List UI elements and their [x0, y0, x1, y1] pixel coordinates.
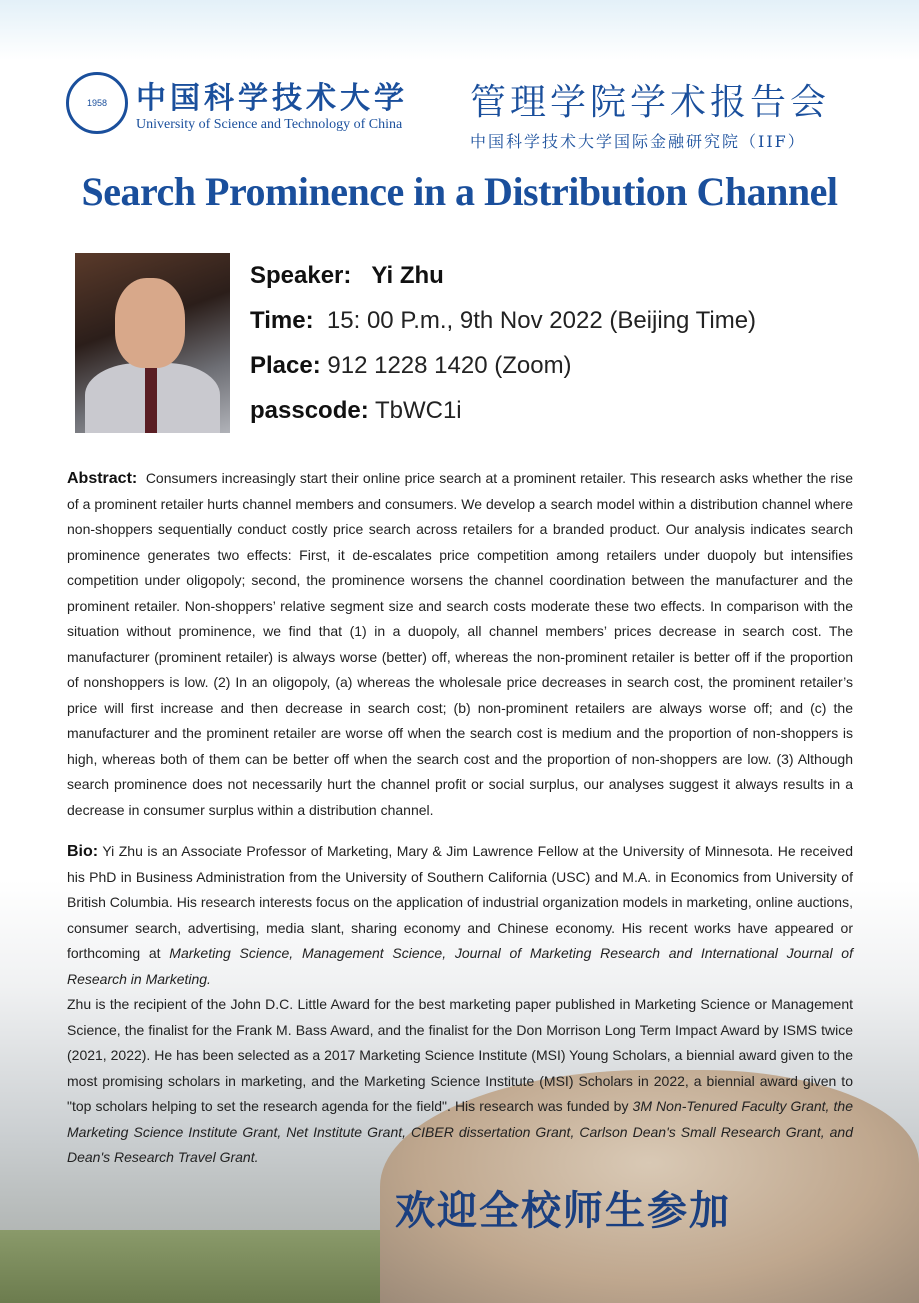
abstract: Abstract: Consumers increasingly start their online price search at a prominent retailer. This research asks whether the rise of a prominent retailer hurts channel members and consumers. We develop a search model within a distribution channel where non-shoppers sequentially conduct costly price search across retailers for a branded product. Our analysis indicates search prominence generates two effects: First, it de-escalates price competition among retailers under duopoly but intensifies competition under oligopoly; second, the prominence worsens the channel coordination between the manufacturer and the prominent retailer. Non-shoppers’ relative segment size and search costs moderate these two effects. In comparison with the situation without prominence, we find that (1) in a duopoly, all channel members’ prices decrease in search cost. The manufacturer (prominent retailer) is always worse (better) off, whereas the non-prominent retailer is better off if the proportion of nonshoppers is low. (2) In an oligopoly, (a) whereas the wholesale price decreases in search cost, the prominent retailer’s price will first increase and then decrease in search cost; (b) non-prominent retailers are always worse off; and (c) the manufacturer and the prominent retailer are worse off when the search cost is medium and the proportion of non-shoppers is high, whereas both of them can be better off when the search cost and the proportion of non-shoppers are low. (3) Although search prominence does not necessarily hurt the channel profit or social surplus, our analyses suggest it always results in a decrease in consumer surplus within a distribution channel.: [67, 470, 853, 818]
organizer: 中国科学技术大学国际金融研究院（IIF）: [470, 132, 806, 151]
passcode-line: passcode: TbWC1i: [250, 397, 462, 424]
university-seal-icon: [66, 72, 128, 134]
main-content: [67, 466, 853, 1237]
logo-chinese-name: 中国科学技术大学: [136, 81, 408, 116]
place-line: Place: 912 1228 1420 (Zoom): [250, 352, 572, 379]
logo-english-name: University of Science and Technology of China: [136, 117, 403, 132]
talk-info: [250, 260, 910, 440]
speaker-photo: [75, 253, 230, 433]
welcome-message: 欢迎全校师生参加: [395, 1186, 731, 1234]
university-logo: [66, 72, 408, 134]
seal-year: 1958: [86, 98, 108, 108]
time-line: Time: 15: 00 P.m., 9th Nov 2022 (Beijing Time): [250, 307, 757, 334]
bio: Bio: Yi Zhu is an Associate Professor of Marketing, Mary & Jim Lawrence Fellow at the University of Minnesota. He received his PhD in Business Administration from the University of Southern California (USC) and M.A. in Economics from University of British Columbia. His research interests focus on the application of industrial organization models in marketing, online auctions, consumer search, advertising, media slant, sharing economy and Chinese economy. His recent works have appeared or forthcoming at Marketing Science, Management Science, Journal of Marketing Research and International Journal of Research in Marketing. Zhu is the recipient of the John D.C. Little Award for the best marketing paper published in Marketing Science or Management Science, the finalist for the Frank M. Bass Award, and the finalist for the Don Morrison Long Term Impact Award by ISMS twice (2021, 2022). He has been selected as a 2017 Marketing Science Institute (MSI) Young Scholars, a biennial award given to the most promising scholars in marketing, and the Marketing Science Institute (MSI) Scholars in 2022, a biennial award given to "top scholars helping to set the research agenda for the field". His research was funded by 3M Non-Tenured Faculty Grant, the Marketing Science Institute Grant, Net Institute Grant, CIBER dissertation Grant, Carlson Dean's Small Research Grant, and Dean's Research Travel Grant.: [67, 843, 854, 1165]
series-title: 管理学院学术报告会: [470, 82, 831, 123]
top-decoration: [0, 0, 919, 60]
speaker-line: Speaker: Yi Zhu: [250, 262, 444, 289]
talk-title: Search Prominence in a Distribution Channel: [81, 169, 838, 214]
